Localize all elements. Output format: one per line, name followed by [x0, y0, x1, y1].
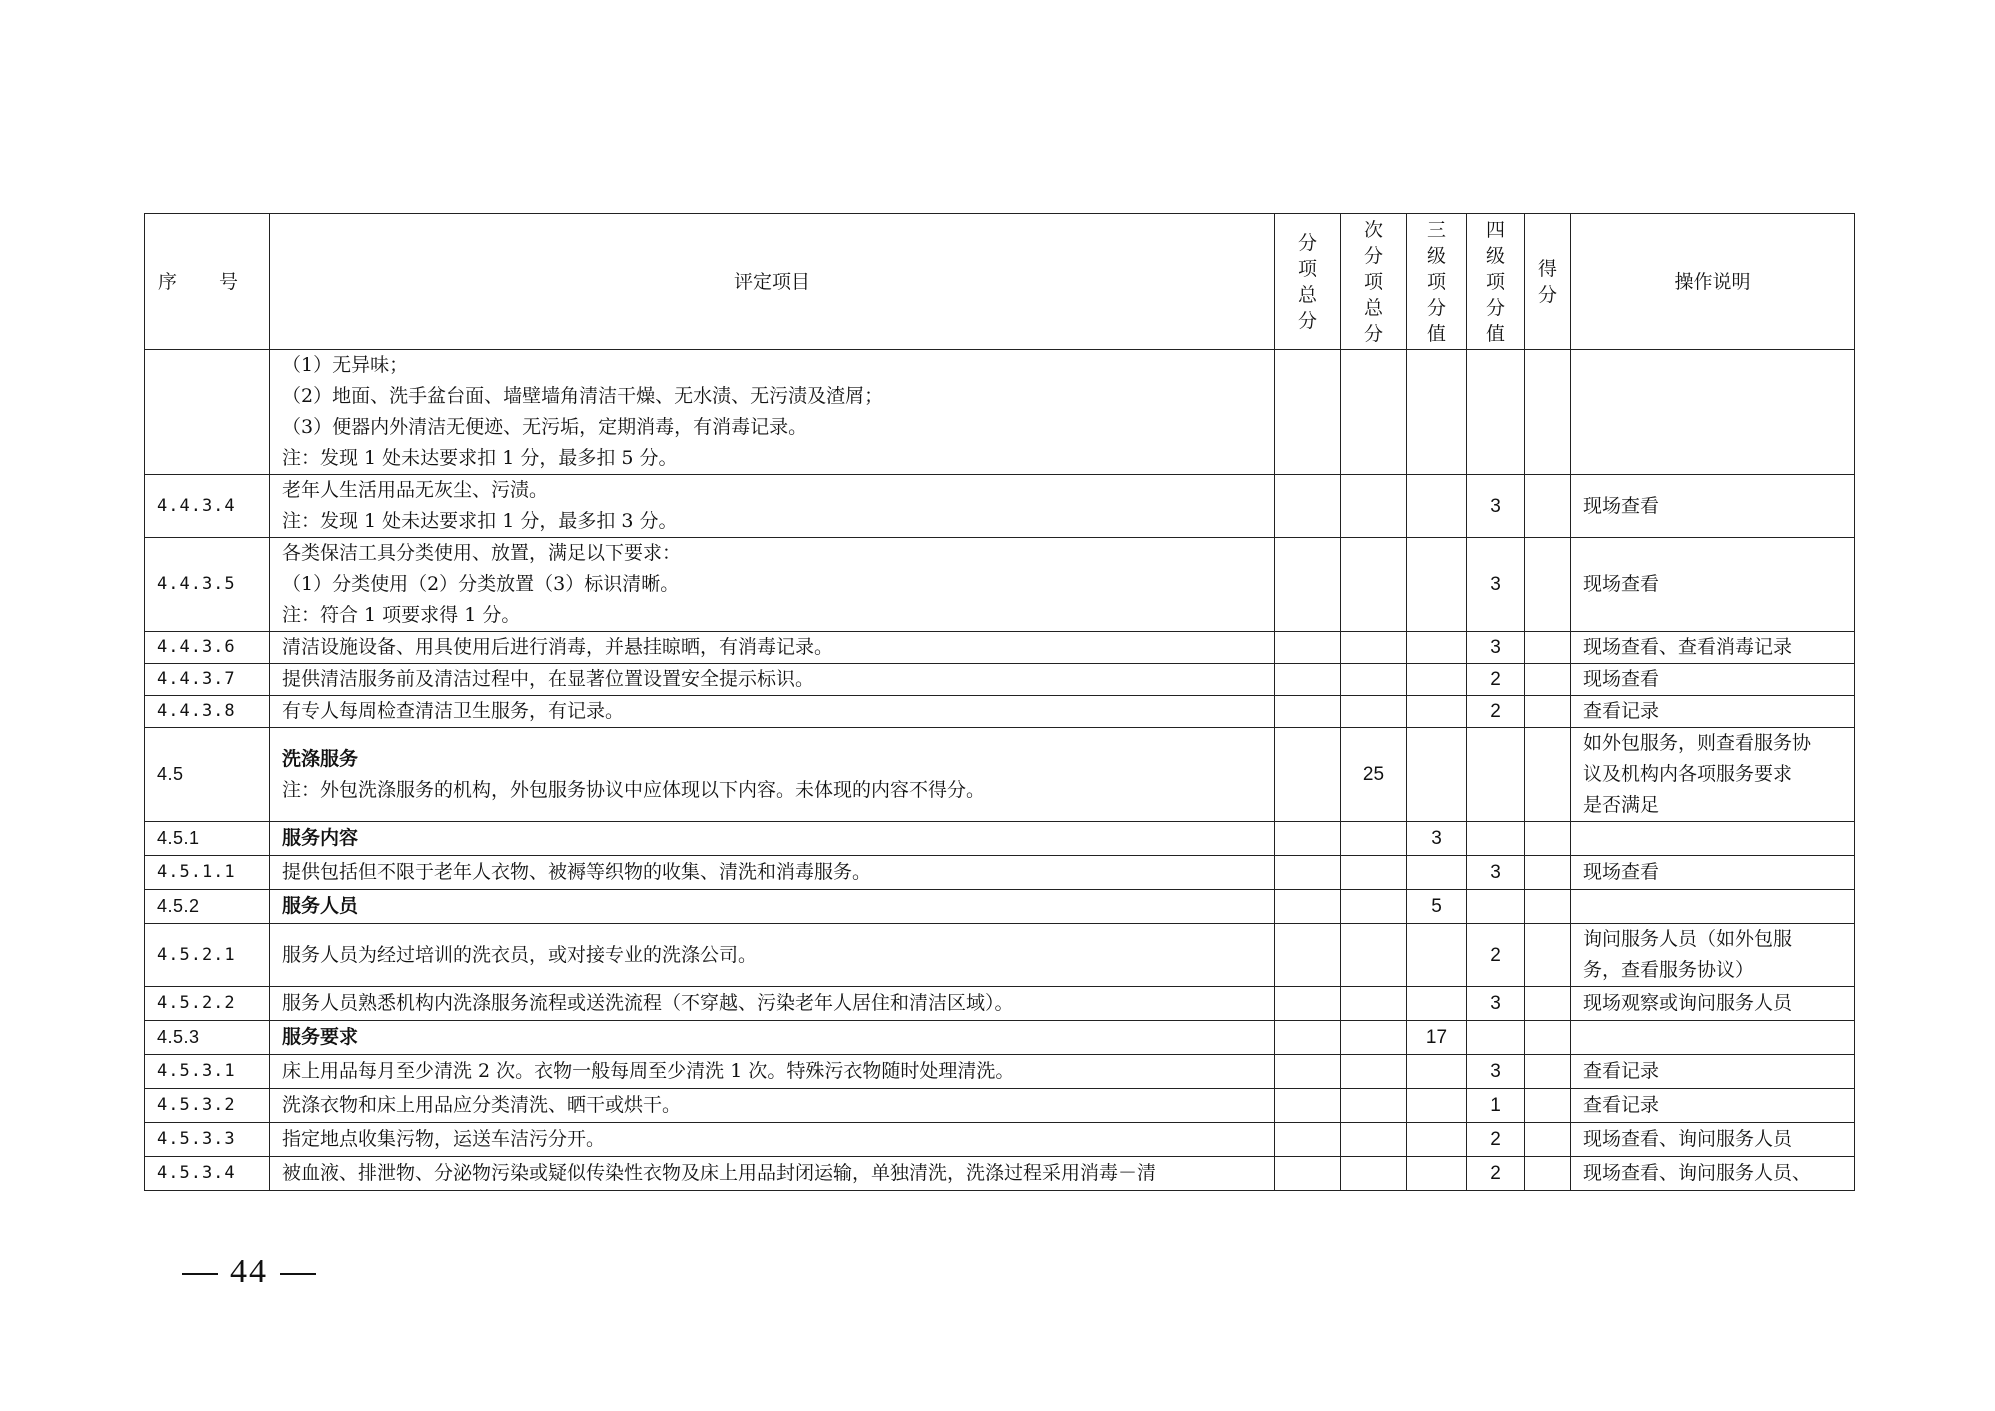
row-seq	[145, 350, 270, 475]
row-level3	[1407, 856, 1467, 890]
row-seq: 4.5.2.1	[145, 924, 270, 987]
row-sub-total	[1275, 632, 1341, 664]
row-item-line: 注：发现 1 处未达要求扣 1 分，最多扣 5 分。	[282, 447, 678, 469]
row-seq: 4.5.2	[145, 890, 270, 924]
row-item-title: 服务人员	[282, 895, 359, 917]
row-level3: 3	[1407, 822, 1467, 856]
row-item-line: 老年人生活用品无灰尘、污渍。	[282, 479, 549, 501]
table-row	[145, 856, 1855, 890]
row-item	[270, 696, 1275, 728]
header-score: 得分	[1525, 214, 1571, 350]
row-notes: 现场观察或询问服务人员	[1571, 987, 1855, 1021]
row-secondary-total	[1341, 987, 1407, 1021]
table-row	[145, 822, 1855, 856]
row-item-line: 指定地点收集污物，运送车洁污分开。	[282, 1128, 606, 1150]
row-level3	[1407, 696, 1467, 728]
row-level3	[1407, 538, 1467, 632]
row-secondary-total	[1341, 856, 1407, 890]
row-notes	[1571, 822, 1855, 856]
row-score	[1525, 1123, 1571, 1157]
table-header-row	[145, 214, 1855, 350]
row-item	[270, 1123, 1275, 1157]
table-row	[145, 696, 1855, 728]
row-seq: 4.5.1.1	[145, 856, 270, 890]
row-score	[1525, 987, 1571, 1021]
row-secondary-total	[1341, 475, 1407, 538]
row-score	[1525, 538, 1571, 632]
row-item-line: 服务人员为经过培训的洗衣员，或对接专业的洗涤公司。	[282, 943, 758, 966]
table-row	[145, 538, 1855, 632]
row-notes	[1571, 728, 1855, 822]
row-level3	[1407, 632, 1467, 664]
row-secondary-total: 25	[1341, 728, 1407, 822]
row-notes: 查看记录	[1571, 1089, 1855, 1123]
row-item	[270, 987, 1275, 1021]
row-item-line: 注：外包洗涤服务的机构，外包服务协议中应体现以下内容。未体现的内容不得分。	[282, 778, 986, 801]
row-notes: 现场查看、询问服务人员、	[1571, 1157, 1855, 1191]
header-item: 评定项目	[270, 214, 1275, 350]
row-level4	[1467, 728, 1525, 822]
page-number: 44	[170, 1253, 328, 1291]
row-notes-line: 是否满足	[1583, 794, 1660, 816]
row-notes	[1571, 1021, 1855, 1055]
table-row	[145, 632, 1855, 664]
row-sub-total	[1275, 1055, 1341, 1089]
row-score	[1525, 632, 1571, 664]
row-item	[270, 728, 1275, 822]
row-seq: 4.5.1	[145, 822, 270, 856]
row-notes	[1571, 924, 1855, 987]
row-score	[1525, 350, 1571, 475]
row-notes-line: 询问服务人员（如外包服	[1583, 928, 1793, 950]
row-level3: 17	[1407, 1021, 1467, 1055]
header-level3: 三级项分值	[1407, 214, 1467, 350]
table-row	[145, 728, 1855, 822]
row-score	[1525, 664, 1571, 696]
table-row	[145, 664, 1855, 696]
row-seq: 4.4.3.5	[145, 538, 270, 632]
row-level3	[1407, 924, 1467, 987]
row-item	[270, 924, 1275, 987]
row-sub-total	[1275, 856, 1341, 890]
row-level4	[1467, 350, 1525, 475]
row-item-line: （3）便器内外清洁无便迹、无污垢，定期消毒，有消毒记录。	[282, 416, 808, 438]
row-secondary-total	[1341, 632, 1407, 664]
row-level4: 2	[1467, 696, 1525, 728]
row-secondary-total	[1341, 350, 1407, 475]
row-level4	[1467, 1021, 1525, 1055]
row-score	[1525, 1021, 1571, 1055]
row-sub-total	[1275, 538, 1341, 632]
table-row	[145, 350, 1855, 475]
row-item-title: 服务要求	[282, 1026, 359, 1048]
row-score	[1525, 1157, 1571, 1191]
table-row	[145, 1157, 1855, 1191]
row-seq: 4.5.3	[145, 1021, 270, 1055]
row-level3	[1407, 1089, 1467, 1123]
row-level4: 3	[1467, 1055, 1525, 1089]
row-notes-line: 议及机构内各项服务要求	[1583, 763, 1793, 785]
row-notes: 现场查看、查看消毒记录	[1571, 632, 1855, 664]
row-secondary-total	[1341, 1157, 1407, 1191]
row-level3	[1407, 1055, 1467, 1089]
row-item	[270, 538, 1275, 632]
row-notes	[1571, 350, 1855, 475]
header-level4: 四级项分值	[1467, 214, 1525, 350]
evaluation-table	[144, 213, 1855, 1191]
table-row	[145, 1055, 1855, 1089]
row-item-line: 清洁设施设备、用具使用后进行消毒，并悬挂晾晒，有消毒记录。	[282, 636, 834, 658]
header-sub-total: 分项总分	[1275, 214, 1341, 350]
row-level4: 2	[1467, 664, 1525, 696]
row-secondary-total	[1341, 1055, 1407, 1089]
row-level3	[1407, 728, 1467, 822]
row-notes: 现场查看	[1571, 538, 1855, 632]
row-item	[270, 664, 1275, 696]
row-level4: 2	[1467, 1157, 1525, 1191]
row-sub-total	[1275, 1089, 1341, 1123]
row-level3	[1407, 350, 1467, 475]
row-secondary-total	[1341, 890, 1407, 924]
row-notes: 现场查看	[1571, 856, 1855, 890]
row-seq: 4.4.3.7	[145, 664, 270, 696]
table-row	[145, 924, 1855, 987]
row-sub-total	[1275, 728, 1341, 822]
row-secondary-total	[1341, 1021, 1407, 1055]
row-seq: 4.5.2.2	[145, 987, 270, 1021]
row-score	[1525, 1089, 1571, 1123]
table-body	[145, 350, 1855, 1191]
row-notes-line: 如外包服务，则查看服务协	[1583, 732, 1812, 754]
row-notes-line: 务，查看服务协议）	[1583, 959, 1755, 981]
row-seq: 4.5.3.3	[145, 1123, 270, 1157]
row-secondary-total	[1341, 822, 1407, 856]
table-row	[145, 987, 1855, 1021]
row-item	[270, 475, 1275, 538]
row-item-line: （1）分类使用（2）分类放置（3）标识清晰。	[282, 573, 680, 595]
row-seq: 4.4.3.8	[145, 696, 270, 728]
row-seq: 4.4.3.6	[145, 632, 270, 664]
row-item-line: 服务人员熟悉机构内洗涤服务流程或送洗流程（不穿越、污染老年人居住和清洁区域）。	[282, 992, 1014, 1014]
row-level4: 3	[1467, 538, 1525, 632]
row-seq: 4.5.3.2	[145, 1089, 270, 1123]
row-notes: 查看记录	[1571, 696, 1855, 728]
row-item	[270, 1055, 1275, 1089]
row-score	[1525, 822, 1571, 856]
row-sub-total	[1275, 664, 1341, 696]
row-level4	[1467, 822, 1525, 856]
row-sub-total	[1275, 890, 1341, 924]
row-item-line: 提供包括但不限于老年人衣物、被褥等织物的收集、清洗和消毒服务。	[282, 861, 872, 883]
row-secondary-total	[1341, 538, 1407, 632]
row-item-line: 注：符合 1 项要求得 1 分。	[282, 604, 521, 626]
row-level3	[1407, 475, 1467, 538]
row-level4: 3	[1467, 987, 1525, 1021]
row-item	[270, 890, 1275, 924]
row-score	[1525, 1055, 1571, 1089]
table-row	[145, 475, 1855, 538]
row-sub-total	[1275, 987, 1341, 1021]
row-item-line: 洗涤衣物和床上用品应分类清洗、晒干或烘干。	[282, 1094, 682, 1116]
header-notes: 操作说明	[1571, 214, 1855, 350]
row-score	[1525, 890, 1571, 924]
row-sub-total	[1275, 350, 1341, 475]
row-seq: 4.5	[145, 728, 270, 822]
row-notes: 现场查看	[1571, 475, 1855, 538]
row-level3: 5	[1407, 890, 1467, 924]
table-row	[145, 890, 1855, 924]
row-score	[1525, 728, 1571, 822]
row-item	[270, 632, 1275, 664]
row-item-title: 服务内容	[282, 827, 359, 849]
row-item	[270, 350, 1275, 475]
row-item-line: （1）无异味；	[282, 354, 409, 376]
table-row	[145, 1089, 1855, 1123]
row-item	[270, 822, 1275, 856]
row-score	[1525, 856, 1571, 890]
row-sub-total	[1275, 475, 1341, 538]
row-notes	[1571, 890, 1855, 924]
header-secondary-total: 次分项总分	[1341, 214, 1407, 350]
row-level4: 2	[1467, 924, 1525, 987]
row-notes: 查看记录	[1571, 1055, 1855, 1089]
row-level4: 1	[1467, 1089, 1525, 1123]
row-level4: 2	[1467, 1123, 1525, 1157]
row-secondary-total	[1341, 1089, 1407, 1123]
row-sub-total	[1275, 1123, 1341, 1157]
row-level3	[1407, 1123, 1467, 1157]
row-level4	[1467, 890, 1525, 924]
row-item	[270, 856, 1275, 890]
row-notes: 现场查看、询问服务人员	[1571, 1123, 1855, 1157]
row-score	[1525, 696, 1571, 728]
row-sub-total	[1275, 696, 1341, 728]
header-seq: 序 号	[145, 214, 270, 350]
row-level4: 3	[1467, 856, 1525, 890]
row-sub-total	[1275, 1021, 1341, 1055]
row-item-line: 有专人每周检查清洁卫生服务，有记录。	[282, 700, 625, 722]
row-secondary-total	[1341, 696, 1407, 728]
table-row	[145, 1021, 1855, 1055]
row-seq: 4.5.3.1	[145, 1055, 270, 1089]
row-sub-total	[1275, 924, 1341, 987]
row-item-line: 被血液、排泄物、分泌物污染或疑似传染性衣物及床上用品封闭运输，单独清洗，洗涤过程采用消毒－清	[282, 1162, 1157, 1184]
row-secondary-total	[1341, 664, 1407, 696]
row-seq: 4.4.3.4	[145, 475, 270, 538]
row-item	[270, 1157, 1275, 1191]
table-row	[145, 1123, 1855, 1157]
row-sub-total	[1275, 1157, 1341, 1191]
row-score	[1525, 475, 1571, 538]
row-notes: 现场查看	[1571, 664, 1855, 696]
row-item-line: 提供清洁服务前及清洁过程中，在显著位置设置安全提示标识。	[282, 668, 815, 690]
row-level3	[1407, 1157, 1467, 1191]
row-seq: 4.5.3.4	[145, 1157, 270, 1191]
row-level3	[1407, 987, 1467, 1021]
row-secondary-total	[1341, 924, 1407, 987]
row-item-line: （2）地面、洗手盆台面、墙壁墙角清洁干燥、无水渍、无污渍及渣屑；	[282, 385, 884, 407]
row-secondary-total	[1341, 1123, 1407, 1157]
row-level4: 3	[1467, 632, 1525, 664]
row-sub-total	[1275, 822, 1341, 856]
row-item-title: 洗涤服务	[282, 747, 359, 770]
row-item	[270, 1021, 1275, 1055]
row-item-line: 床上用品每月至少清洗 2 次。衣物一般每周至少清洗 1 次。特殊污衣物随时处理清洗。	[282, 1060, 1015, 1082]
row-item-line: 注：发现 1 处未达要求扣 1 分，最多扣 3 分。	[282, 510, 678, 532]
row-score	[1525, 924, 1571, 987]
row-item-line: 各类保洁工具分类使用、放置，满足以下要求：	[282, 542, 682, 564]
row-level3	[1407, 664, 1467, 696]
row-item	[270, 1089, 1275, 1123]
row-level4: 3	[1467, 475, 1525, 538]
